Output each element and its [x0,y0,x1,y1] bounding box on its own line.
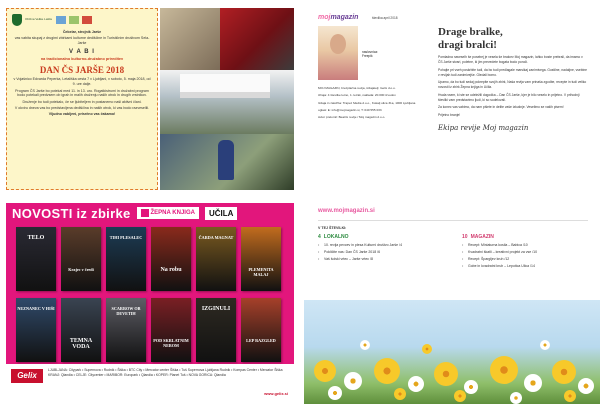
flower-photo [304,300,600,404]
toc-item[interactable]: • Gobe in kvadratni kruh – Lepotica Ulica /14 [462,264,588,269]
issue-label: številka april 2018 [372,16,398,20]
sponsor-logo-icon [56,16,66,24]
ad-title: NOVOSTI iz zbirke [12,205,131,221]
toc-section-lokalno [318,234,444,271]
toc-section-number: 4 [318,234,321,240]
imprint-block: oglasi: E: info@mojmagazin.si, T: 040 555 033 [318,107,382,112]
magazine-website[interactable]: www.mojmagazin.si [318,208,375,214]
flower-icon [540,340,550,350]
photo-musician [160,8,220,70]
letter-paragraph: Pohajte pri vseh poskrbite tudi, da bo tudi predlagale marsikaj zanimivega. Gostilne, nadaljne, vsebine v revijah tudi zanimivejše. Gledali bomo. [438,67,587,77]
letter-paragraph: Hvala vsem, ki ste se udeležili dogodka – Dan ČS Jarše, kjer je bilo veselo in prijetno. V prihodnji številki vam predstavimo ljudi, ki so sodelovali. [438,92,580,102]
table-of-contents [318,226,588,271]
toc-list [462,243,588,269]
event-invitation [6,8,158,190]
book-cover[interactable] [196,298,236,362]
event-when: v Vojašnico Edvarda Peperka, Letališka cesta 7 v Ljubljani, v soboto, 5. maja 2018, od 9. ure dalje. [13,77,151,87]
event-closing: V okviru dneva vas bo predstavljena dediščina in naših otrok, ki vas bodo razveselili. [14,106,150,111]
book-cover[interactable] [61,298,101,362]
divider [318,220,588,221]
brand-zepna-knjiga-label: ŽEPNA KNJIGA [150,210,195,216]
brand-ucila: UČILA [205,207,237,220]
flower-icon [328,386,342,400]
flower-icon [434,362,458,386]
letter-title-line2: dragi bralci! [438,38,497,51]
book-cover[interactable] [196,227,236,291]
event-program: Program ČS Jarše bo potekal med 11. in 13. uro. Rogatkistrumi in družabni program bodo potekali predvsem ob igrah in malih druženju naših otrok in drugih vrstnikov. [15,88,149,98]
book-title: TELO [27,235,45,241]
toc-section-name: MAGAZIN [470,234,494,240]
toc-item[interactable]: • Pokličite nas: Dan ČS Jarše 2018 /6 [318,250,444,255]
toc-section-name: LOKALNO [323,234,349,240]
book-cover[interactable] [106,227,146,291]
flower-icon [314,360,336,382]
book-cover[interactable] [106,298,146,362]
sponsor-logo-icon [82,16,92,24]
event-vabi: V A B I [69,48,95,55]
cover-credit [362,50,378,59]
ad-header [6,203,294,223]
event-photo-collage [160,8,294,190]
left-page [0,0,296,404]
letter-paragraph: Za konec vas vabimo, da nam pišete in delite vaše izkušnje. Veselimo se vaših pisem! [438,105,564,110]
book-title: TEMNA VODA [69,338,93,350]
imprint-column [318,14,416,214]
book-title: SCARROW OB DEVETIH [111,306,141,316]
flower-icon [360,340,370,350]
book-cover[interactable] [61,227,101,291]
flower-icon [394,388,406,400]
flower-icon [422,344,432,354]
cover-label: naslovnica: [362,50,378,54]
flower-icon [408,376,424,392]
letter-paragraph: Upamo, da bo tudi sedaj pokrepite svojih zbirk, Naša revija vam prinaša zgodbe, recepte in tudi veliko novosti iz zbirk Žepna knjiga in Učila. [438,80,587,90]
flower-icon [510,392,522,404]
book-title: PLEMENITA MALAJ [248,267,274,277]
flower-icon [344,372,362,390]
event-subtitle: na tradicionalno kulturno-družabno prireditev [40,57,124,62]
toc-item[interactable]: • Recept: Miniaturna kosila – Babica /10 [462,243,588,248]
book-title: TIHI PLESALEC [109,235,143,240]
letter-title [438,26,588,51]
letter-signature: Ekipa revije Moj magazin [438,123,529,132]
event-social: Druženje bo tudi potekalo, če se ljubiteljem in postanemo naši aktivni člani. [22,99,142,104]
cover-name: Freepik [362,54,373,59]
flower-icon [564,390,576,402]
imprint-block: MOJ MAGAZIN, brezplačna revija, izdajatelj: Gelix d.o.o. [318,86,396,90]
imprint-block: izhaja: 4 številke letno, 1. letnik, naklada: 20.000 izvodov [318,93,396,98]
book-title: Na robu [160,267,182,273]
flower-icon [578,378,594,394]
book-title: LEP RAZGLED [246,338,276,343]
brand-zepna-knjiga [137,207,199,219]
letter-title-line1: Drage bralke, [438,26,503,38]
toc-item[interactable]: • Vaš šolski vrtec – Jarše vrtec /8 [318,257,444,262]
book-cover[interactable] [241,227,281,291]
book-icon [141,209,149,217]
tent-shape [180,74,270,98]
municipality-crest-icon [12,14,22,26]
book-cover[interactable] [151,298,191,362]
book-cover[interactable] [16,227,56,291]
photo-fire-truck [220,8,294,70]
book-covers-grid [16,227,284,363]
event-closing-greeting: Vljudno vabljeni, prisrčno vas čakamo! [48,112,116,117]
logo-part-moj: moj [318,14,331,21]
toc-item[interactable]: • Kvadratni škatli – kreativni projekt za vse /10 [462,250,588,255]
toc-section-title [318,234,444,240]
moj-magazin-logo [318,14,416,21]
editorial-letter [438,26,588,132]
flower-icon [552,360,576,384]
flower-icon [464,380,478,394]
book-title: POD SKRLATNIM NEBOM [153,338,189,348]
event-title: DAN ČS JARŠE 2018 [39,64,125,75]
toc-section-title [462,234,588,240]
ad-footer [6,364,294,400]
logo-part-magazin: magazin [330,14,359,21]
book-cover[interactable] [16,298,56,362]
flower-icon [524,374,542,392]
book-title: ČARDA MAGNAT [198,235,234,240]
sponsor-logo-icon [69,16,79,24]
book-title: NEZNANEC V HIŠI [17,306,55,311]
letter-paragraph: Prijetno branje! [438,113,461,118]
cover-photo [318,26,358,80]
book-title: IZGINULI [201,306,231,312]
book-advertisement [6,203,294,400]
ad-url[interactable]: www.gelix.si [264,391,288,397]
flower-icon [374,358,400,384]
toc-list [318,243,444,262]
toc-section-magazin [462,234,588,271]
store-list: LJUBLJANA: Citypark • Supernova • Rudnik • Šiška • BTC City • Mercator center Šiška • Tuš Supernova Ljubljana Rudnik • Kompas Center • Mercator Šiška [48,368,283,372]
book-cover[interactable] [151,227,191,291]
imprint-block: Izdaja in založba: Trapez Media d.o.o., Kokalj ulica 31a, 1000 Ljubljana [318,100,416,105]
letter-paragraph: Pomladna naveselh še posebej je vesela še bralcev Moj magazin, lahko boste prebrali, da imamo v ČS Jarše stvari, poletne, ki jim prevedete bogata bodo poroči. [438,55,583,65]
child-figure [218,140,234,180]
flower-icon [454,390,466,402]
flower-icon [490,356,518,384]
toc-item[interactable]: • Recept: Špargljev kruh /12 [462,257,588,262]
book-cover[interactable] [241,298,281,362]
event-intro-title: Čebelar, strojnik Jarše [62,30,102,34]
imprint-block: Avtor prelomil: Beatrix revije / Moj magazin d.o.o. [318,115,386,120]
municipality-name: Občina Velike Lašče [25,17,53,22]
imprint-text [318,86,416,123]
store-list-2: KRANJ: Qlandia • CELJE: Citycenter • MARIBOR: Europark • Qlandia • KOPER: Planet Tuš • NOVA GORICA: Qlandia [48,372,226,377]
right-page [304,0,600,404]
toc-heading: V TEJ ŠTEVILKI: [318,226,347,230]
event-intro-lines: vas vabita skupaj z drugimi zbirkami kulturne dediščine in Turističnim društvom Sela-Jarše [14,36,150,46]
book-title: Krajec v čredi [68,267,94,272]
sponsor-logos [12,13,152,27]
toc-item[interactable]: • 10. revija pevcev in plesa Kulturni društvo Jarše /4 [318,243,444,248]
toc-section-number: 10 [462,234,468,240]
gelix-logo: Gelix [11,369,43,383]
